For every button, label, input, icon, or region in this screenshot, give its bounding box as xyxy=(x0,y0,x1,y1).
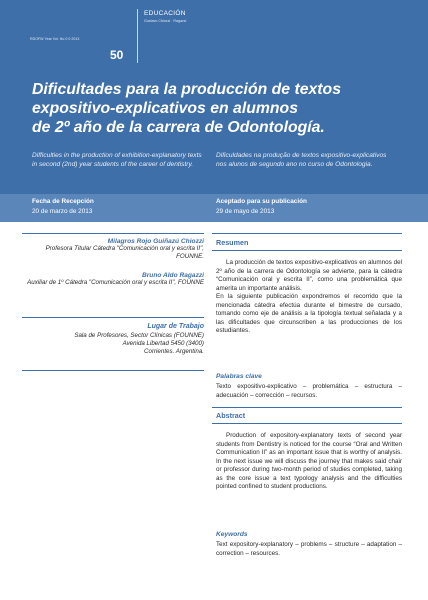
palabras-text: Texto expositivo-explicativo – problemática – estructura – adecuación – corrección – recursos. xyxy=(216,383,402,399)
issue-number: 50 xyxy=(110,48,124,62)
workplace-line: Sala de Profesores, Sector Clínicas (FOUNNE) xyxy=(74,332,204,339)
title-line: de 2º año de la carrera de Odontología. xyxy=(32,119,325,136)
keywords-text: Text expository-explanatory – problems – structure – adaptation – correction – resources. xyxy=(216,541,402,557)
abstract-paragraph: Production of expository-explanatory texts of second year students from Dentistry is noticed for the course “Oral and Written Communication II” as an important issue that is worthy of analysis. In the next issue we will discuss the journey that makes said chair or professor during two-month period of studies completed, taking as the core issue a text typology analysis and the difficulties pointed confined to student productions. xyxy=(216,432,402,490)
accepted-label: Aceptado para su publicación xyxy=(216,198,307,205)
right-divider xyxy=(212,423,402,424)
received-date: 20 de marzo de 2013 xyxy=(32,208,93,215)
section-label: EDUCACIÓN xyxy=(144,10,186,17)
portuguese-title: Dificuldades na produção de textos expositivo-explicativos nos alunos de segundo ano no curso de Odontologia. xyxy=(216,152,387,168)
workplace-block xyxy=(22,323,204,357)
right-divider xyxy=(212,407,402,408)
article-title xyxy=(32,80,412,137)
workplace-line: Corrientes. Argentina. xyxy=(144,348,204,356)
right-divider xyxy=(212,233,402,234)
author-name: Milagros Rojo Guiñazú Chiozzi xyxy=(107,238,204,245)
workplace-label: Lugar de Trabajo xyxy=(147,323,204,330)
resumen-paragraph: La producción de textos expositivo-explicativos en alumnos del 2º año de la carrera de Odontología se advierte, para la cátedra “Comunicación oral y escrita II”, como una problemática que amerita un importante análisis. xyxy=(216,259,402,292)
article-header xyxy=(0,0,428,222)
left-divider xyxy=(22,317,204,318)
resumen-heading: Resumen xyxy=(216,238,249,247)
left-divider xyxy=(22,233,204,234)
received-label: Fecha de Recepción xyxy=(32,198,94,205)
issue-line: RDOFW Year Vol. No 0 0 2013 xyxy=(30,37,80,41)
author-block xyxy=(22,238,204,261)
title-line: Dificultades para la producción de textos xyxy=(32,81,341,98)
author-block xyxy=(22,272,204,287)
title-line: expositivo-explicativos en alumnos xyxy=(32,100,298,117)
author-affiliation: Auxiliar de 1º Cátedra "Comunicación oral y escrita II", FOUNNE xyxy=(27,279,204,286)
resumen-paragraph: En la siguiente publicación expondremos el recorrido que la mencionada cátedra efectúa durante el bimestre de cursado, tomando como eje de análisis a la tipología textual señalada y a las dificultades que circunscriben a las producciones de los estudiantes. xyxy=(216,293,402,334)
palabras-heading: Palabras clave xyxy=(216,373,262,380)
resumen-body xyxy=(216,259,402,336)
right-divider xyxy=(212,250,402,251)
author-name: Bruno Aldo Ragazzi xyxy=(141,272,204,279)
workplace-line: Avenida Libertad 5450 (3400) xyxy=(122,340,204,348)
left-divider xyxy=(22,370,204,371)
section-authors: Gustavo Chiozzi · Ragazzi xyxy=(144,19,187,23)
accepted-date: 29 de mayo de 2013 xyxy=(216,208,275,215)
abstract-body xyxy=(216,432,402,492)
english-title: Difficulties in the production of exhibition-explanatory texts in second (2nd) year students of the career of dentistry. xyxy=(32,152,202,168)
author-affiliation: Profesora Titular Cátedra "Comunicación oral y escrita II", FOUNNE. xyxy=(45,245,204,261)
header-divider xyxy=(137,9,138,63)
abstract-heading: Abstract xyxy=(216,411,246,420)
keywords-heading: Keywords xyxy=(216,531,248,538)
